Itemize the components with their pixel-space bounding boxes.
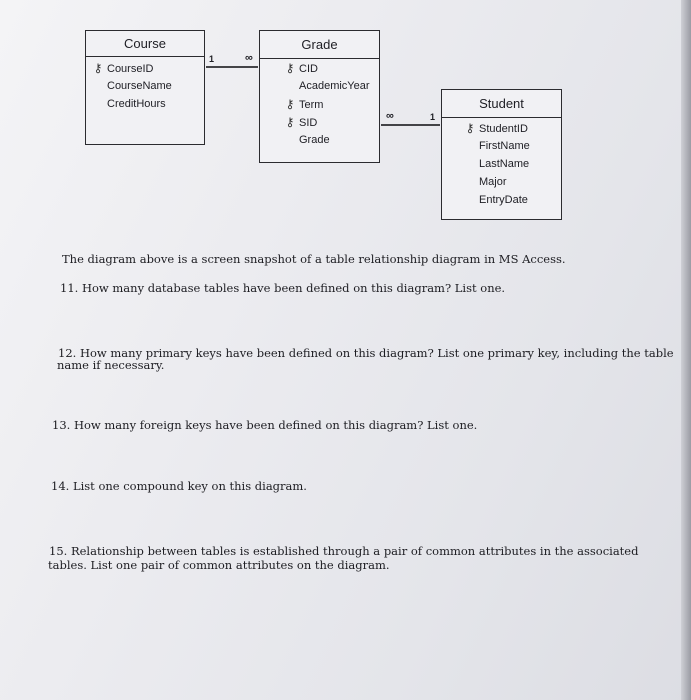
grade-field-academicyear[interactable]: AcademicYear [299,80,370,92]
question-12-line-2: name if necessary. [57,358,165,372]
student-field-entrydate[interactable]: EntryDate [479,194,528,206]
student-field-major[interactable]: Major [479,176,507,188]
student-table-title: Student [442,90,561,118]
question-14: 14. List one compound key on this diagram. [51,479,307,493]
student-field-studentid[interactable]: ⚷ StudentID [465,121,528,135]
question-15-line-1: 15. Relationship between tables is established through a pair of common attributes in the associated [49,544,639,558]
question-15-line-2: tables. List one pair of common attributes on the diagram. [48,558,390,572]
grade-many-cardinality: ∞ [386,110,394,122]
grade-field-cid[interactable]: ⚷ CID [285,61,318,75]
relationship-lines [0,0,691,240]
course-one-cardinality: 1 [209,54,215,64]
course-field-courseid[interactable]: ⚷ CourseID [93,61,154,75]
key-icon: ⚷ [93,61,103,75]
page-edge-shadow [681,0,691,700]
key-icon: ⚷ [285,61,295,75]
key-icon: ⚷ [465,121,475,135]
course-field-coursename[interactable]: CourseName [107,80,172,92]
student-field-firstname[interactable]: FirstName [479,140,530,152]
question-11: 11. How many database tables have been defined on this diagram? List one. [60,281,506,295]
grade-field-term[interactable]: ⚷ Term [285,97,324,111]
key-icon: ⚷ [285,115,295,129]
course-table-title: Course [86,31,204,57]
grade-table-title: Grade [260,31,379,59]
grade-field-sid[interactable]: ⚷ SID [285,115,318,129]
grade-field-grade[interactable]: Grade [299,134,330,146]
intro-text: The diagram above is a screen snapshot of a table relationship diagram in MS Access. [62,252,566,266]
key-icon: ⚷ [285,97,295,111]
grade-many-cardinality: ∞ [245,52,253,64]
student-field-lastname[interactable]: LastName [479,158,530,170]
course-field-credithours[interactable]: CreditHours [107,98,166,110]
question-12-line-1: 12. How many primary keys have been defined on this diagram? List one primary key, including the table [58,346,674,360]
question-13: 13. How many foreign keys have been defined on this diagram? List one. [52,418,478,432]
student-one-cardinality: 1 [430,112,436,122]
